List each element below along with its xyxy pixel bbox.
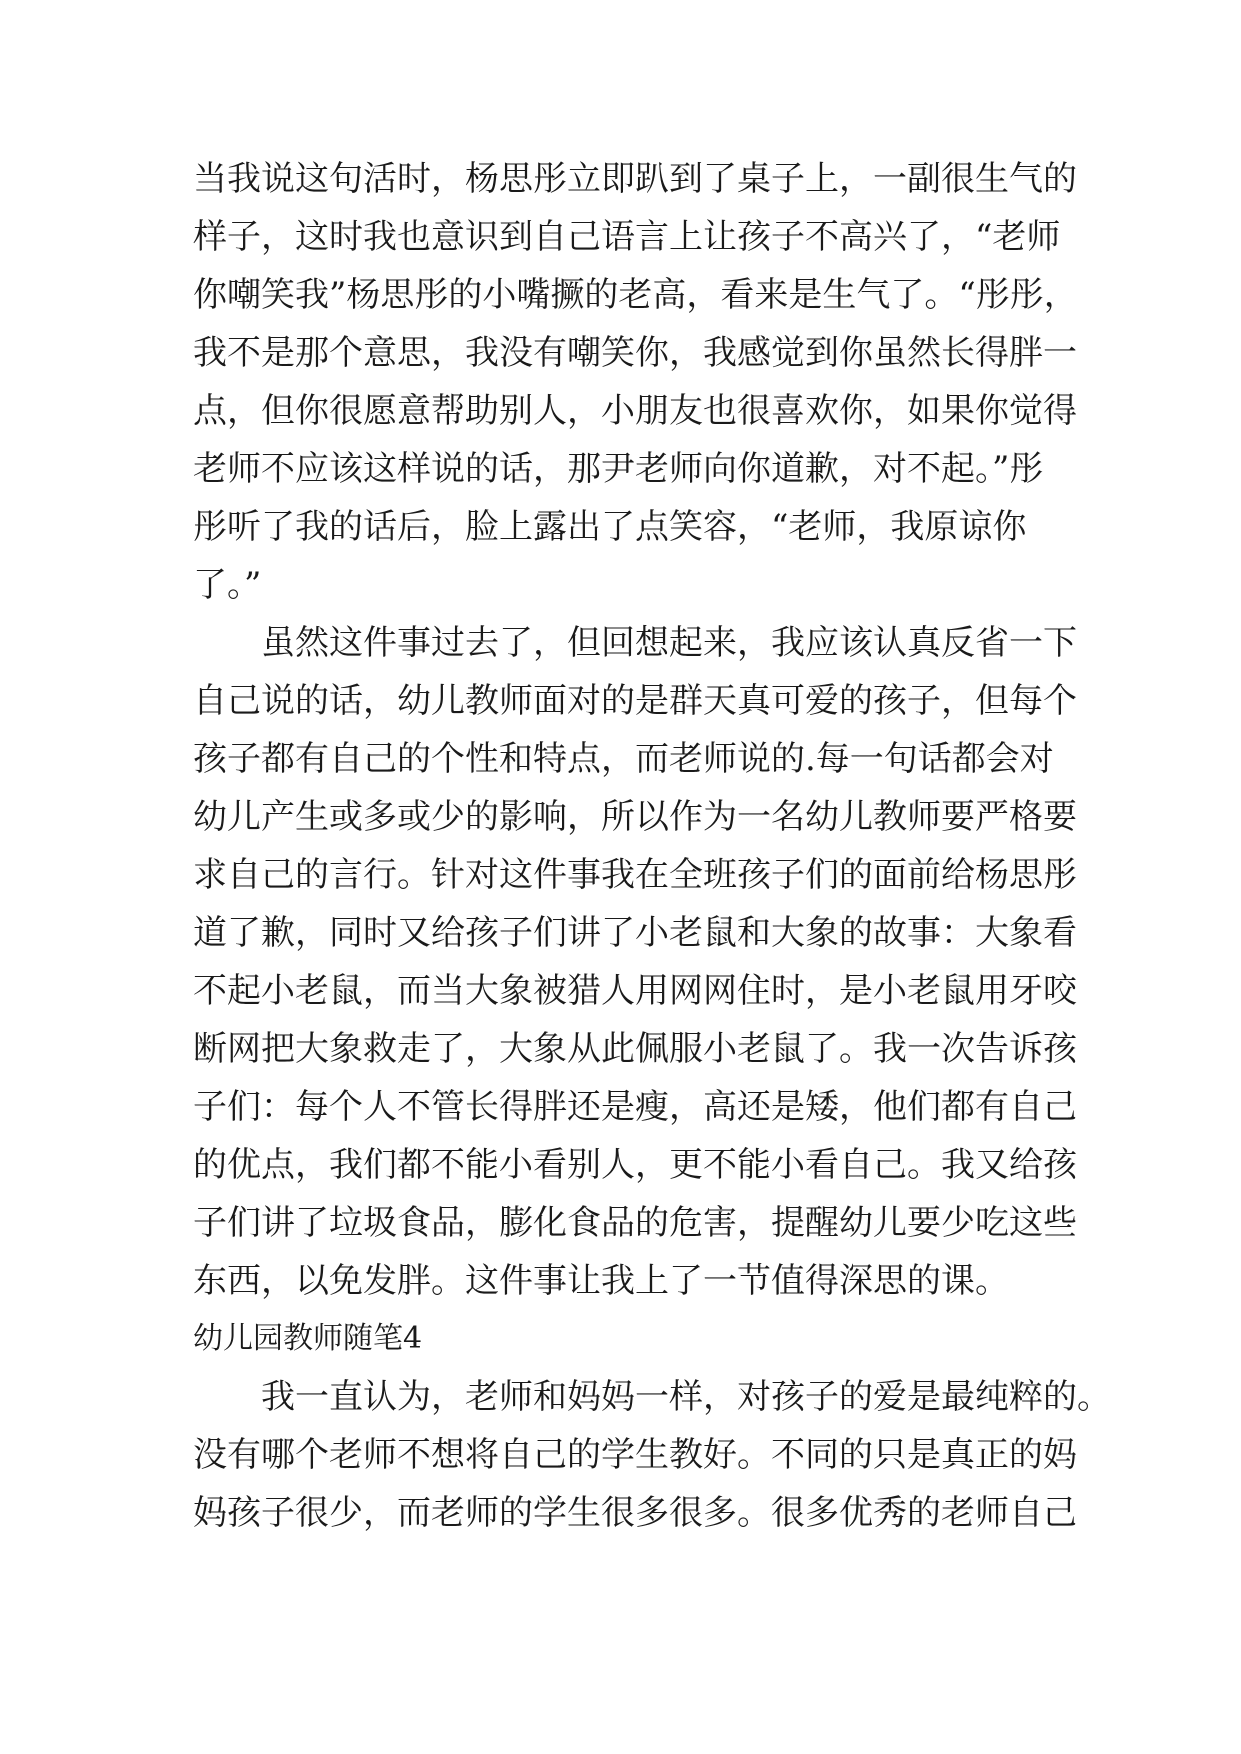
text-line: 样子，这时我也意识到自己语言上让孩子不高兴了，“老师 [193,217,1061,257]
paragraph [193,1368,1111,1542]
text-line: 你嘲笑我”杨思彤的小嘴撅的老高，看来是生气了。“彤彤， [193,275,1078,315]
text-line: 不起小老鼠，而当大象被猎人用网网住时，是小老鼠用牙咬 [193,971,1077,1011]
text-line: 虽然这件事过去了，但回想起来，我应该认真反省一下 [261,623,1077,663]
text-line: 老师不应该这样说的话，那尹老师向你道歉，对不起。”彤 [193,449,1044,489]
text-line: 孩子都有自己的个性和特点，而老师说的.每一句话都会对 [193,739,1054,779]
text-line: 点，但你很愿意帮助别人，小朋友也很喜欢你，如果你觉得 [193,391,1077,431]
text-line: 彤听了我的话后，脸上露出了点笑容，“老师，我原谅你 [193,507,1027,547]
paragraph [193,150,1078,614]
text-line: 子们：每个人不管长得胖还是瘦，高还是矮，他们都有自己 [193,1087,1077,1127]
document-body [193,150,1111,1542]
text-line: 断网把大象救走了，大象从此佩服小老鼠了。我一次告诉孩 [193,1029,1077,1069]
text-line: 的优点，我们都不能小看别人，更不能小看自己。我又给孩 [193,1145,1077,1185]
text-line: 当我说这句活时，杨思彤立即趴到了桌子上，一副很生气的 [193,159,1077,199]
text-line: 我不是那个意思，我没有嘲笑你，我感觉到你虽然长得胖一 [193,333,1077,373]
text-line: 自己说的话，幼儿教师面对的是群天真可爱的孩子，但每个 [193,681,1077,721]
text-line: 道了歉，同时又给孩子们讲了小老鼠和大象的故事：大象看 [193,913,1077,953]
text-line: 幼儿产生或多或少的影响，所以作为一名幼儿教师要严格要 [193,797,1077,837]
section-heading: 幼儿园教师随笔4 [193,1321,423,1356]
paragraph [193,614,1077,1310]
text-line: 妈孩子很少，而老师的学生很多很多。很多优秀的老师自己 [193,1493,1077,1533]
text-line: 没有哪个老师不想将自己的学生教好。不同的只是真正的妈 [193,1435,1077,1475]
text-line: 我一直认为，老师和妈妈一样，对孩子的爱是最纯粹的。 [261,1377,1111,1417]
text-line: 东西，以免发胖。这件事让我上了一节值得深思的课。 [193,1261,1009,1301]
text-line: 了。” [193,565,262,605]
text-line: 求自己的言行。针对这件事我在全班孩子们的面前给杨思彤 [193,855,1077,895]
text-line: 子们讲了垃圾食品，膨化食品的危害，提醒幼儿要少吃这些 [193,1203,1077,1243]
